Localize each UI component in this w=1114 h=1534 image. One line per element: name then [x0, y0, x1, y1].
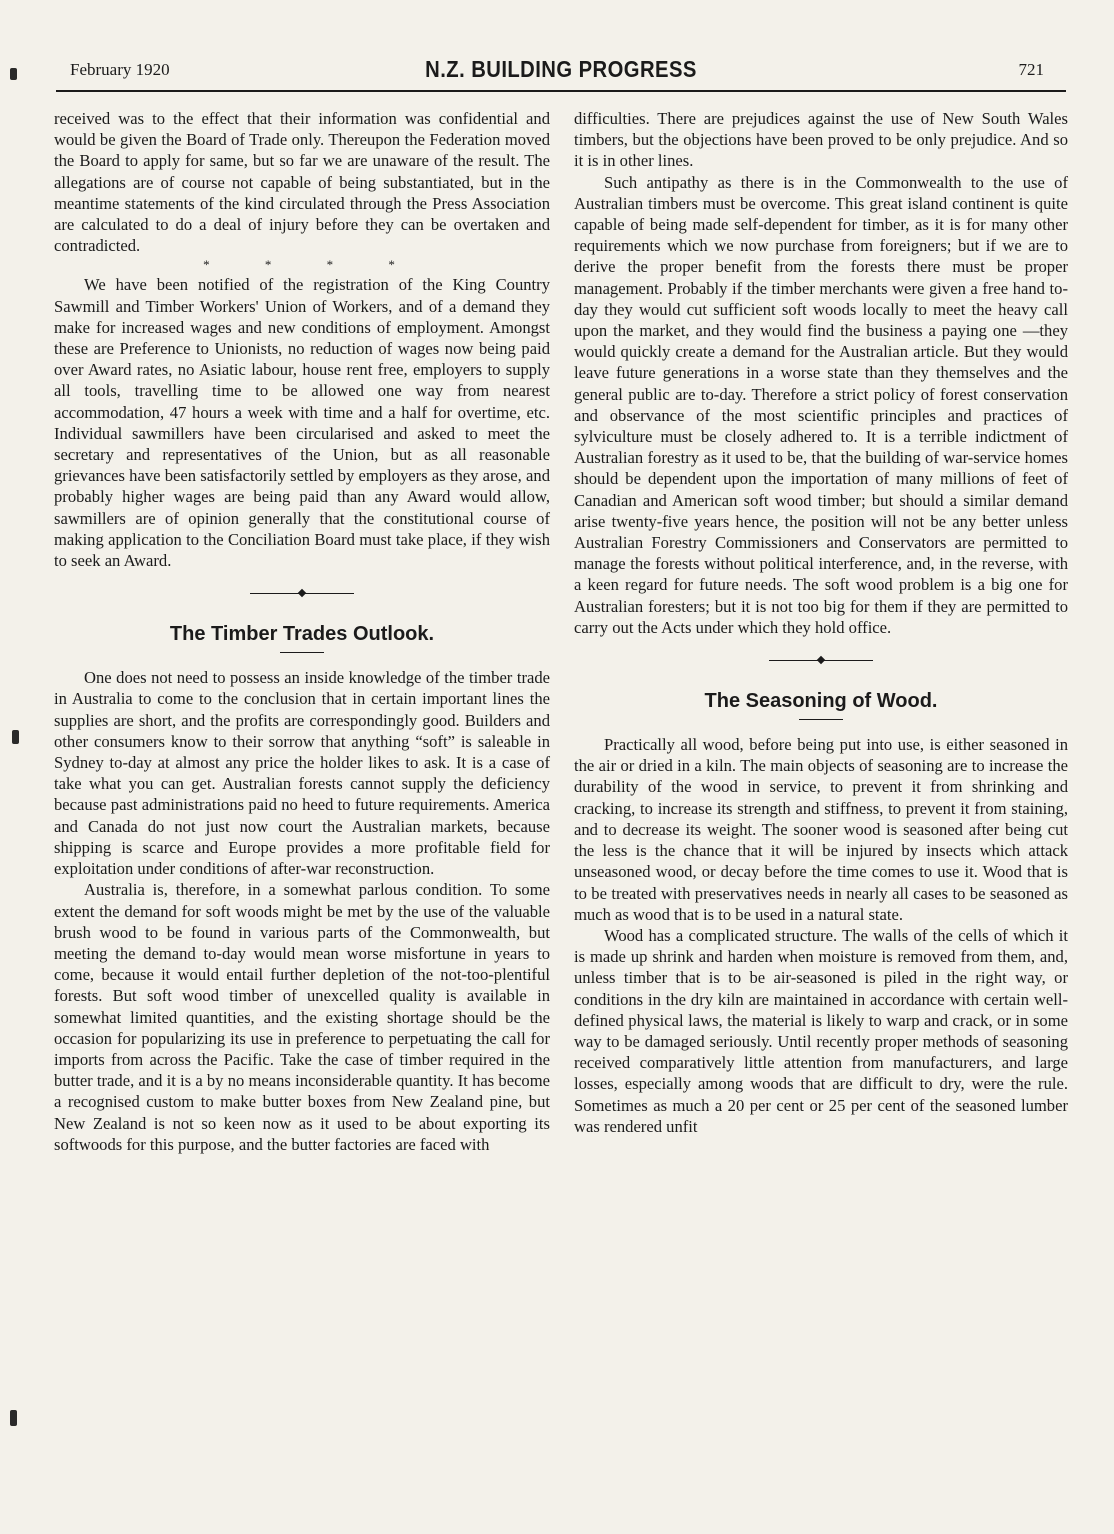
paragraph: Practically all wood, before being put into use, is either seasoned in the air or dried in a kiln. The main objects of seasoning are to increase the durability of the wood in service, to prevent it from shrinking and cracking, to increase its strength and stiffness, to prevent it from staining, and to decrease its weight. The sooner wood is seasoned after being cut the less is the chance that it will be injured by insects which attack unseasoned wood, or decay before the time comes to use it. Wood that is to be treated with preservatives needs in nearly all cases to be seasoned as much as wood that is to be used in a natural state. — [574, 735, 1068, 924]
article-title: The Seasoning of Wood. — [704, 690, 938, 713]
issue-date: February 1920 — [70, 60, 170, 79]
publication-title: N.Z. BUILDING PROGRESS — [425, 56, 697, 82]
article-divider — [54, 571, 550, 615]
paragraph: Wood has a complicated structure. The walls of the cells of which it is made up shrink and harden when moisture is removed from them, and, unless timber that is to be air-seasoned is piled in the right way, or conditions in the dry kiln are maintained in accordance with certain well-defined physical laws, the material is likely to warp and crack, or in some way to be damaged seriously. Until recently proper methods of seasoning received comparatively little attention from manufacturers, and large losses, especially among woods that are difficult to dry, were the rule. Sometimes as much a 20 per cent or 25 per cent of the seasoned lumber was rendered unfit — [574, 925, 1068, 1136]
article-title: The Timber Trades Outlook. — [169, 623, 435, 646]
paragraph: One does not need to possess an inside knowledge of the timber trade in Australia to come to the conclusion that in certain important lines the supplies are short, and the profits are correspondingly good. Builders and other consumers know to their sorrow that anything “soft” is saleable in Sydney to-day at almost any price the holder likes to ask. It is a case of take what you can get. Australian forests cannot supply the deficiency because past administrations paid no heed to future requirements. America and Canada do not just now court the Australian markets, because shipping is scarce and Europe provides a more profitable field for exploitation under conditions of after-war reconstruction. — [54, 668, 550, 879]
right-column — [574, 108, 1068, 1137]
binding-mark — [10, 68, 17, 80]
title-underline — [799, 719, 843, 720]
paragraph: Such antipathy as there is in the Commonwealth to the use of Australian timbers must be overcome. This great island continent is quite capable of being made self-dependent for timber, as it is for many other requirements which we now purchase from foreigners; but if we are to derive the proper benefit from the forests there must be proper management. Probably if the timber merchants were given a free hand to-day they would cut sufficient soft woods locally to meet the heavy call upon the market, and they would find the business a paying one —they would quickly create a demand for the Australian article. But they would leave future generations in a worse state than they themselves and the general public are to-day. Therefore a strict policy of forest conservation and observance of the most scientific principles and practices of sylviculture must be closely adhered to. It is a terrible indictment of Australian forestry as it used to be, that the building of war-service homes should be dependent upon the importation of many millions of feet of Canadian and American soft wood timber; but should a similar demand arise twenty-five years hence, the position will not be any better unless Australian Forestry Commissioners and Conservators are permitted to manage the forests without political interference, and, in the reverse, with a keen regard for future needs. The soft wood problem is a big one for Australian foresters; but it is not too big for them if they are permitted to carry out the Acts under which they hold office. — [574, 172, 1068, 637]
paragraph: We have been notified of the registration of the King Country Sawmill and Timber Workers' Union of Workers, and of a demand they make for increased wages and new conditions of employment. Amongst these are Preference to Unionists, no reduction of wages now being paid over Award rates, no Asiatic labour, house rent free, employers to supply all tools, travelling time to be allowed one way from nearest accommodation, 47 hours a week with time and a half for overtime, etc. Individual sawmillers have been circularised and asked to meet the secretary and representatives of the Union, but as all reasonable grievances have been satisfactorily settled by employers as they arose, and probably higher wages are being paid than any Award would allow, sawmillers are of opinion generally that the constitutional course of making application to the Conciliation Board must take place, if they wish to seek an Award. — [54, 275, 550, 571]
paragraph: Australia is, therefore, in a somewhat parlous condition. To some extent the demand for soft woods might be met by the use of the valuable brush wood to be found in various parts of the Commonwealth, but meeting the demand to-day would mean worse misfortune in years to come, because it would entail further depletion of the not-too-plentiful forests. But soft wood timber of unexcelled quality is available in somewhat limited quantities, and the existing shortage should be the occasion for popularizing its use in preference to perpetuating the call for imports from across the Pacific. Take the case of timber required in the butter trade, and it is a by no means inconsiderable quantity. It has become a recognised custom to make butter boxes from New Zealand pine, but New Zealand is not so keen now as it used to be about exporting its softwoods for this purpose, and the butter factories are faced with — [54, 880, 550, 1154]
binding-mark — [12, 730, 19, 744]
article-divider — [574, 638, 1068, 682]
binding-mark — [10, 1410, 17, 1426]
left-column — [54, 108, 550, 1155]
page-number: 721 — [1018, 60, 1044, 79]
page-header — [56, 56, 1066, 92]
paragraph: received was to the effect that their information was confidential and would be given the Board of Trade only. Thereupon the Federation moved the Board to apply for same, but so far we are unaware of the result. The allegations are of course not capable of being substantiated, but in the meantime statements of the kind circulated through the Press Association are calculated to do a deal of injury before they can be overtaken and contradicted. — [54, 109, 550, 256]
section-separator-stars: * * * * — [203, 257, 421, 273]
paragraph: difficulties. There are prejudices against the use of New South Wales timbers, but the objections have been proved to be only prejudice. And so it is in other lines. — [574, 109, 1068, 171]
title-underline — [280, 652, 324, 653]
